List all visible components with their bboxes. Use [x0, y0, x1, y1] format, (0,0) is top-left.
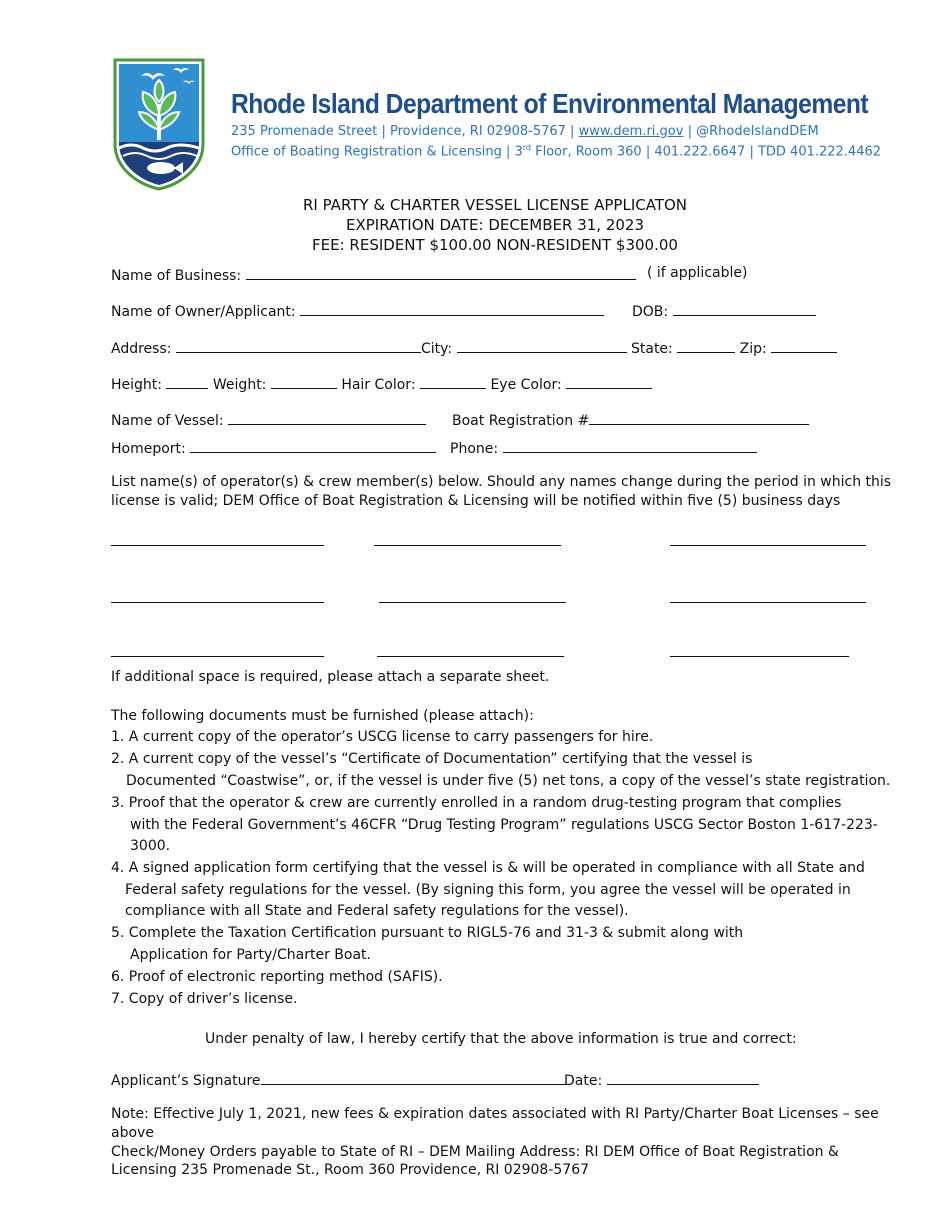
- signature-input[interactable]: [261, 1070, 566, 1085]
- document-item: 6. Proof of electronic reporting method (SAFIS).: [111, 969, 443, 985]
- office-superscript: rd: [522, 143, 531, 152]
- owner-row: [111, 301, 604, 320]
- crew-name-line[interactable]: [377, 655, 564, 657]
- date-row: [564, 1070, 759, 1089]
- address-label: Address:: [111, 341, 172, 357]
- city-label: City:: [420, 341, 453, 357]
- document-item-continued: Documented “Coastwise”, or, if the vessel is under five (5) net tons, a copy of the vessel’s state registration.: [126, 773, 891, 789]
- dob-input[interactable]: [673, 301, 816, 316]
- org-office-line: [231, 143, 881, 159]
- fee-line: FEE: RESIDENT $100.00 NON-RESIDENT $300.00: [312, 236, 678, 254]
- zip-label: Zip:: [739, 341, 767, 357]
- owner-input[interactable]: [300, 301, 604, 316]
- homeport-label: Homeport:: [111, 441, 186, 457]
- date-label: Date:: [564, 1073, 603, 1089]
- crew-name-line[interactable]: [670, 544, 866, 546]
- effective-note: Note: Effective July 1, 2021, new fees & expiration dates associated with RI Party/Charter Boat Licenses – see: [111, 1106, 879, 1122]
- expiration-date: EXPIRATION DATE: DECEMBER 31, 2023: [345, 216, 645, 234]
- ridem-logo: [111, 56, 207, 192]
- effective-note-continued: above: [111, 1125, 154, 1141]
- date-input[interactable]: [607, 1070, 759, 1085]
- office-prefix: Office of Boating Registration & Licensing | 3: [231, 144, 523, 160]
- document-item-continued: compliance with all State and Federal safety regulations for the vessel).: [125, 903, 629, 919]
- document-item: 4. A signed application form certifying that the vessel is & will be operated in compliance with all State and: [111, 860, 865, 876]
- crew-name-line[interactable]: [111, 655, 324, 657]
- document-item-continued: 3000.: [130, 838, 171, 854]
- vessel-input[interactable]: [228, 410, 426, 425]
- document-item-continued: Application for Party/Charter Boat.: [130, 947, 371, 963]
- documents-intro: The following documents must be furnished (please attach):: [111, 708, 534, 724]
- hair-color-label: Hair Color:: [341, 377, 416, 393]
- homeport-row: [111, 438, 436, 457]
- dob-row: [632, 301, 816, 320]
- crew-instructions: List name(s) of operator(s) & crew member(s) below. Should any names change during the period in which this license is valid; DEM Office of Boat Registration & Licensing will be notified within five (5) business days: [111, 474, 892, 509]
- weight-input[interactable]: [271, 374, 337, 389]
- eye-color-input[interactable]: [566, 374, 652, 389]
- vessel-row: [111, 410, 426, 429]
- form-title: RI PARTY & CHARTER VESSEL LICENSE APPLICATON: [302, 196, 688, 214]
- document-item: 1. A current copy of the operator’s USCG license to carry passengers for hire.: [111, 729, 654, 745]
- state-label: State:: [630, 341, 673, 357]
- payable-note: Check/Money Orders payable to State of RI – DEM Mailing Address: RI DEM Office of Boat Registration &: [111, 1144, 839, 1160]
- website-link[interactable]: www.dem.ri.gov: [578, 124, 684, 139]
- physical-row: [111, 374, 652, 393]
- crew-name-line[interactable]: [111, 601, 324, 603]
- org-address: 235 Promenade Street | Providence, RI 02908-5767 |: [231, 124, 579, 139]
- zip-input[interactable]: [771, 338, 837, 353]
- document-item: 5. Complete the Taxation Certification pursuant to RIGL5-76 and 31-3 & submit along with: [111, 925, 744, 941]
- vessel-label: Name of Vessel:: [111, 413, 224, 429]
- state-input[interactable]: [677, 338, 735, 353]
- document-item-continued: Federal safety regulations for the vessel. (By signing this form, you agree the vessel will be operated in: [125, 882, 851, 898]
- social-handle: | @RhodeIslandDEM: [683, 124, 819, 139]
- owner-label: Name of Owner/Applicant:: [111, 304, 296, 320]
- address-input[interactable]: [176, 338, 421, 353]
- dob-label: DOB:: [632, 304, 669, 320]
- document-item: 2. A current copy of the vessel’s “Certificate of Documentation” certifying that the vessel is: [111, 751, 753, 767]
- certification-statement: Under penalty of law, I hereby certify that the above information is true and correct:: [205, 1031, 797, 1047]
- crew-name-line[interactable]: [670, 601, 866, 603]
- org-name: Rhode Island Department of Environmental Management: [231, 88, 869, 119]
- business-input[interactable]: [246, 265, 636, 280]
- crew-name-line[interactable]: [111, 544, 324, 546]
- phone-input[interactable]: [503, 438, 757, 453]
- phone-label: Phone:: [450, 441, 499, 457]
- document-item: 3. Proof that the operator & crew are currently enrolled in a random drug-testing program that complies: [111, 795, 842, 811]
- org-address-line: [231, 124, 819, 139]
- homeport-input[interactable]: [190, 438, 436, 453]
- height-input[interactable]: [166, 374, 208, 389]
- weight-label: Weight:: [212, 377, 267, 393]
- eye-color-label: Eye Color:: [490, 377, 562, 393]
- additional-space-note: If additional space is required, please attach a separate sheet.: [111, 669, 550, 685]
- boat-registration-input[interactable]: [589, 410, 809, 425]
- crew-name-line[interactable]: [379, 601, 566, 603]
- boat-registration-label: Boat Registration #: [452, 413, 590, 429]
- signature-label: Applicant’s Signature: [111, 1073, 261, 1089]
- signature-row: [111, 1070, 566, 1089]
- hair-color-input[interactable]: [420, 374, 486, 389]
- height-label: Height:: [111, 377, 162, 393]
- business-note: ( if applicable): [647, 265, 748, 281]
- crew-name-line[interactable]: [374, 544, 561, 546]
- address-row: [111, 338, 837, 357]
- city-input[interactable]: [457, 338, 627, 353]
- document-item-continued: with the Federal Government’s 46CFR “Drug Testing Program” regulations USCG Sector Boston 1-617-223-: [130, 817, 878, 833]
- document-item: 7. Copy of driver’s license.: [111, 991, 298, 1007]
- crew-name-line[interactable]: [670, 655, 849, 657]
- payable-note-continued: Licensing 235 Promenade St., Room 360 Providence, RI 02908-5767: [111, 1162, 590, 1178]
- business-row: [111, 265, 636, 284]
- office-suffix: Floor, Room 360 | 401.222.6647 | TDD 401.222.4462: [530, 144, 882, 160]
- phone-row: [450, 438, 757, 457]
- boat-registration-row: [452, 410, 809, 429]
- business-label: Name of Business:: [111, 268, 242, 284]
